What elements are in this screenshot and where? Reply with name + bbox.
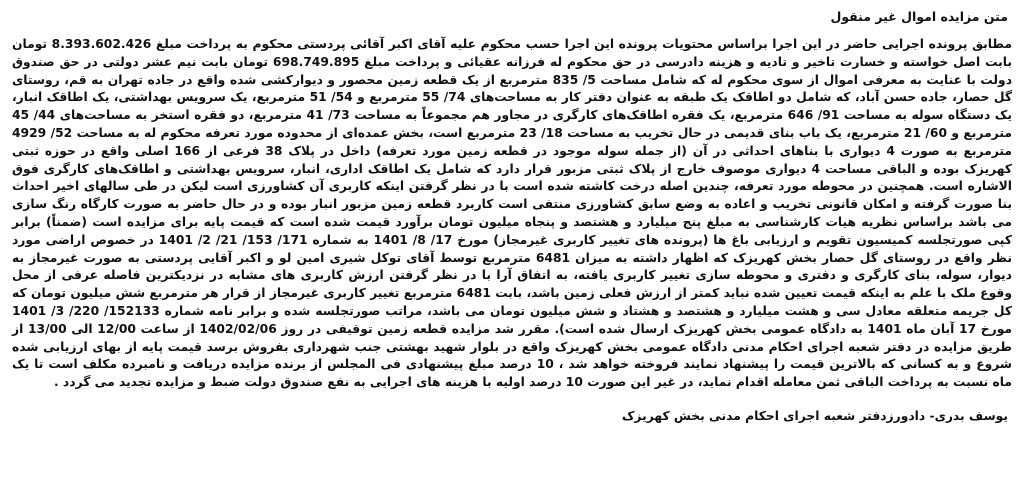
document-body-paragraph: مطابق پرونده اجرایی حاضر در این اجرا براساس محتویات پرونده این اجرا حسب محکوم علیه آقای اکبر آقائی پردستی محکوم به پرداخت مبلغ 8.393.602.426 تومان بابت اصل خواسته و خسارت تاخیر و تادیه و هزینه دادرسی در حق محکوم له فرزانه عقیائی و پرداخت مبلغ 698.749.895 تومان بابت نیم عشر دولتی در حق صندوق دولت با عنایت به معرفی اموال از سوی محکوم له که شامل مساحت 5/ 835 مترمربع از یک قطعه زمین محصور و دیوارکشی شده واقع در جاده تهران به قم، روستای گل حصار، جاده حسن آباد، که شامل دو اطاقک یک طبقه به عنوان دفتر کار به مساحت‌های 74/ 55 مترمربع و 54/ 51 مترمربع، یک سرویس بهداشتی، یک اطاقک انبار، یک دستگاه سوله به مساحت 91/ 646 مترمربع، یک فقره اطاقک‌های کارگری در مجاور هم مجموعاً به مساحت 73/ 41 مترمربع، دو فقره استخر به مساحت‌های 44/ 45 مترمربع و 60/ 21 مترمربع، یک باب بنای قدیمی در حال تخریب به مساحت 18/ 23 مترمربع است، بخش عمده‌ای از محدوده مورد تعرفه محکوم له به مساحت 52/ 4929 مترمربع به صورت 4 دیواری با بناهای احداثی در آن (از جمله سوله موجود در قطعه زمین مورد تعرفه) داخل در پلاک 38 فرعی از 166 اصلی واقع در حوزه ثبتی کهریزک بوده و الباقی مساحت 4 دیواری موصوف خارج از پلاک ثبتی مزبور قرار دارد که شامل یک اطاقک اداری، انبار، سرویس بهداشتی و اطاقک‌های کارگری فوق الاشاره است. همچنین در محوطه مورد تعرفه، چندین اصله درخت کاشته شده است با در نظر گرفتن اینکه کاربری آن کشاورزی است لیکن در طی سالهای اخیر احداث بنا صورت گرفته و امکان قانونی تخریب و اعاده به وضع سابق کشاورزی منتفی است کاربرد قطعه زمین مزبور انبار بوده و در حال حاضر به صورت کارگاه رنگ سازی می باشد براساس نظریه هیات کارشناسی به مبلغ پنج میلیارد و هشتصد و پنجاه میلیون تومان برآورد قیمت شده است که قیمت پایه برای مزایده است (ضمناً) برابر کپی صورتجلسه کمیسیون تقویم و ارزیابی باغ ها (پرونده های تغییر کاربری غیرمجاز) مورخ 17/ 8/ 1401 به شماره 171/ 153/ 21/ 2/ 1401 در خصوص اراضی مورد نظر واقع در روستای گل حصار بخش کهریزک که اظهار داشته به میزان 6481 مترمربع توسط آقای توکل شیری امین لو و اکبر آقایی پردستی به صورت غیرمجاز به دیوار، سوله، بنای کارگری و دفتری و محوطه سازی تغییر کاربری یافته، به اتفاق آرا با در نظر گرفتن ارزش کاربری های مشابه در نزدیکترین فاصله عرفی از محل وقوع ملک با علم به اینکه قیمت تعیین شده نباید کمتر از ارزش فعلی زمین باشد، بابت 6481 مترمربع تغییر کاربری غیرمجاز از قرار هر مترمربع شش میلیون تومان که کل جریمه متعلقه معادل سی و هشت میلیارد و هشتصد و هشتاد و شش میلیون تومان می باشد، مراتب صورتجلسه شده و برابر نامه شماره 152133/ 220/ 3/ 1401 مورخ 17 آبان ماه 1401 به دادگاه عمومی بخش کهریزک ارسال شده است). مقرر شد مزایده قطعه زمین توقیفی در روز 1402/02/06 از ساعت 12/00 الی 13/00 از طریق مزایده در دفتر شعبه اجرای احکام مدنی دادگاه عمومی بخش کهریزک واقع در بلوار شهید بهشتی جنب شهرداری بفروش برسد قیمت پایه از بهای ارزیابی شده شروع و به کسانی که بالاترین قیمت را پیشنهاد نمایند فروخته خواهد شد ، 10 درصد مبلغ پیشنهادی فی المجلس از برنده مزایده دریافت و نامبرده مکلف است تا یک ماه نسبت به پرداخت الباقی ثمن معامله اقدام نماید، در غیر این صورت 10 درصد اولیه با هزینه های اجرایی به نفع صندوق دولت ضبط و مزایده تجدید می گردد . [12, 37, 1013, 390]
document-signature: یوسف بدری- دادورزدفتر شعبه اجرای احکام مدنی بخش کهریزک [621, 408, 1008, 423]
document-title: متن مزایده اموال غیر منقول [830, 9, 1008, 24]
